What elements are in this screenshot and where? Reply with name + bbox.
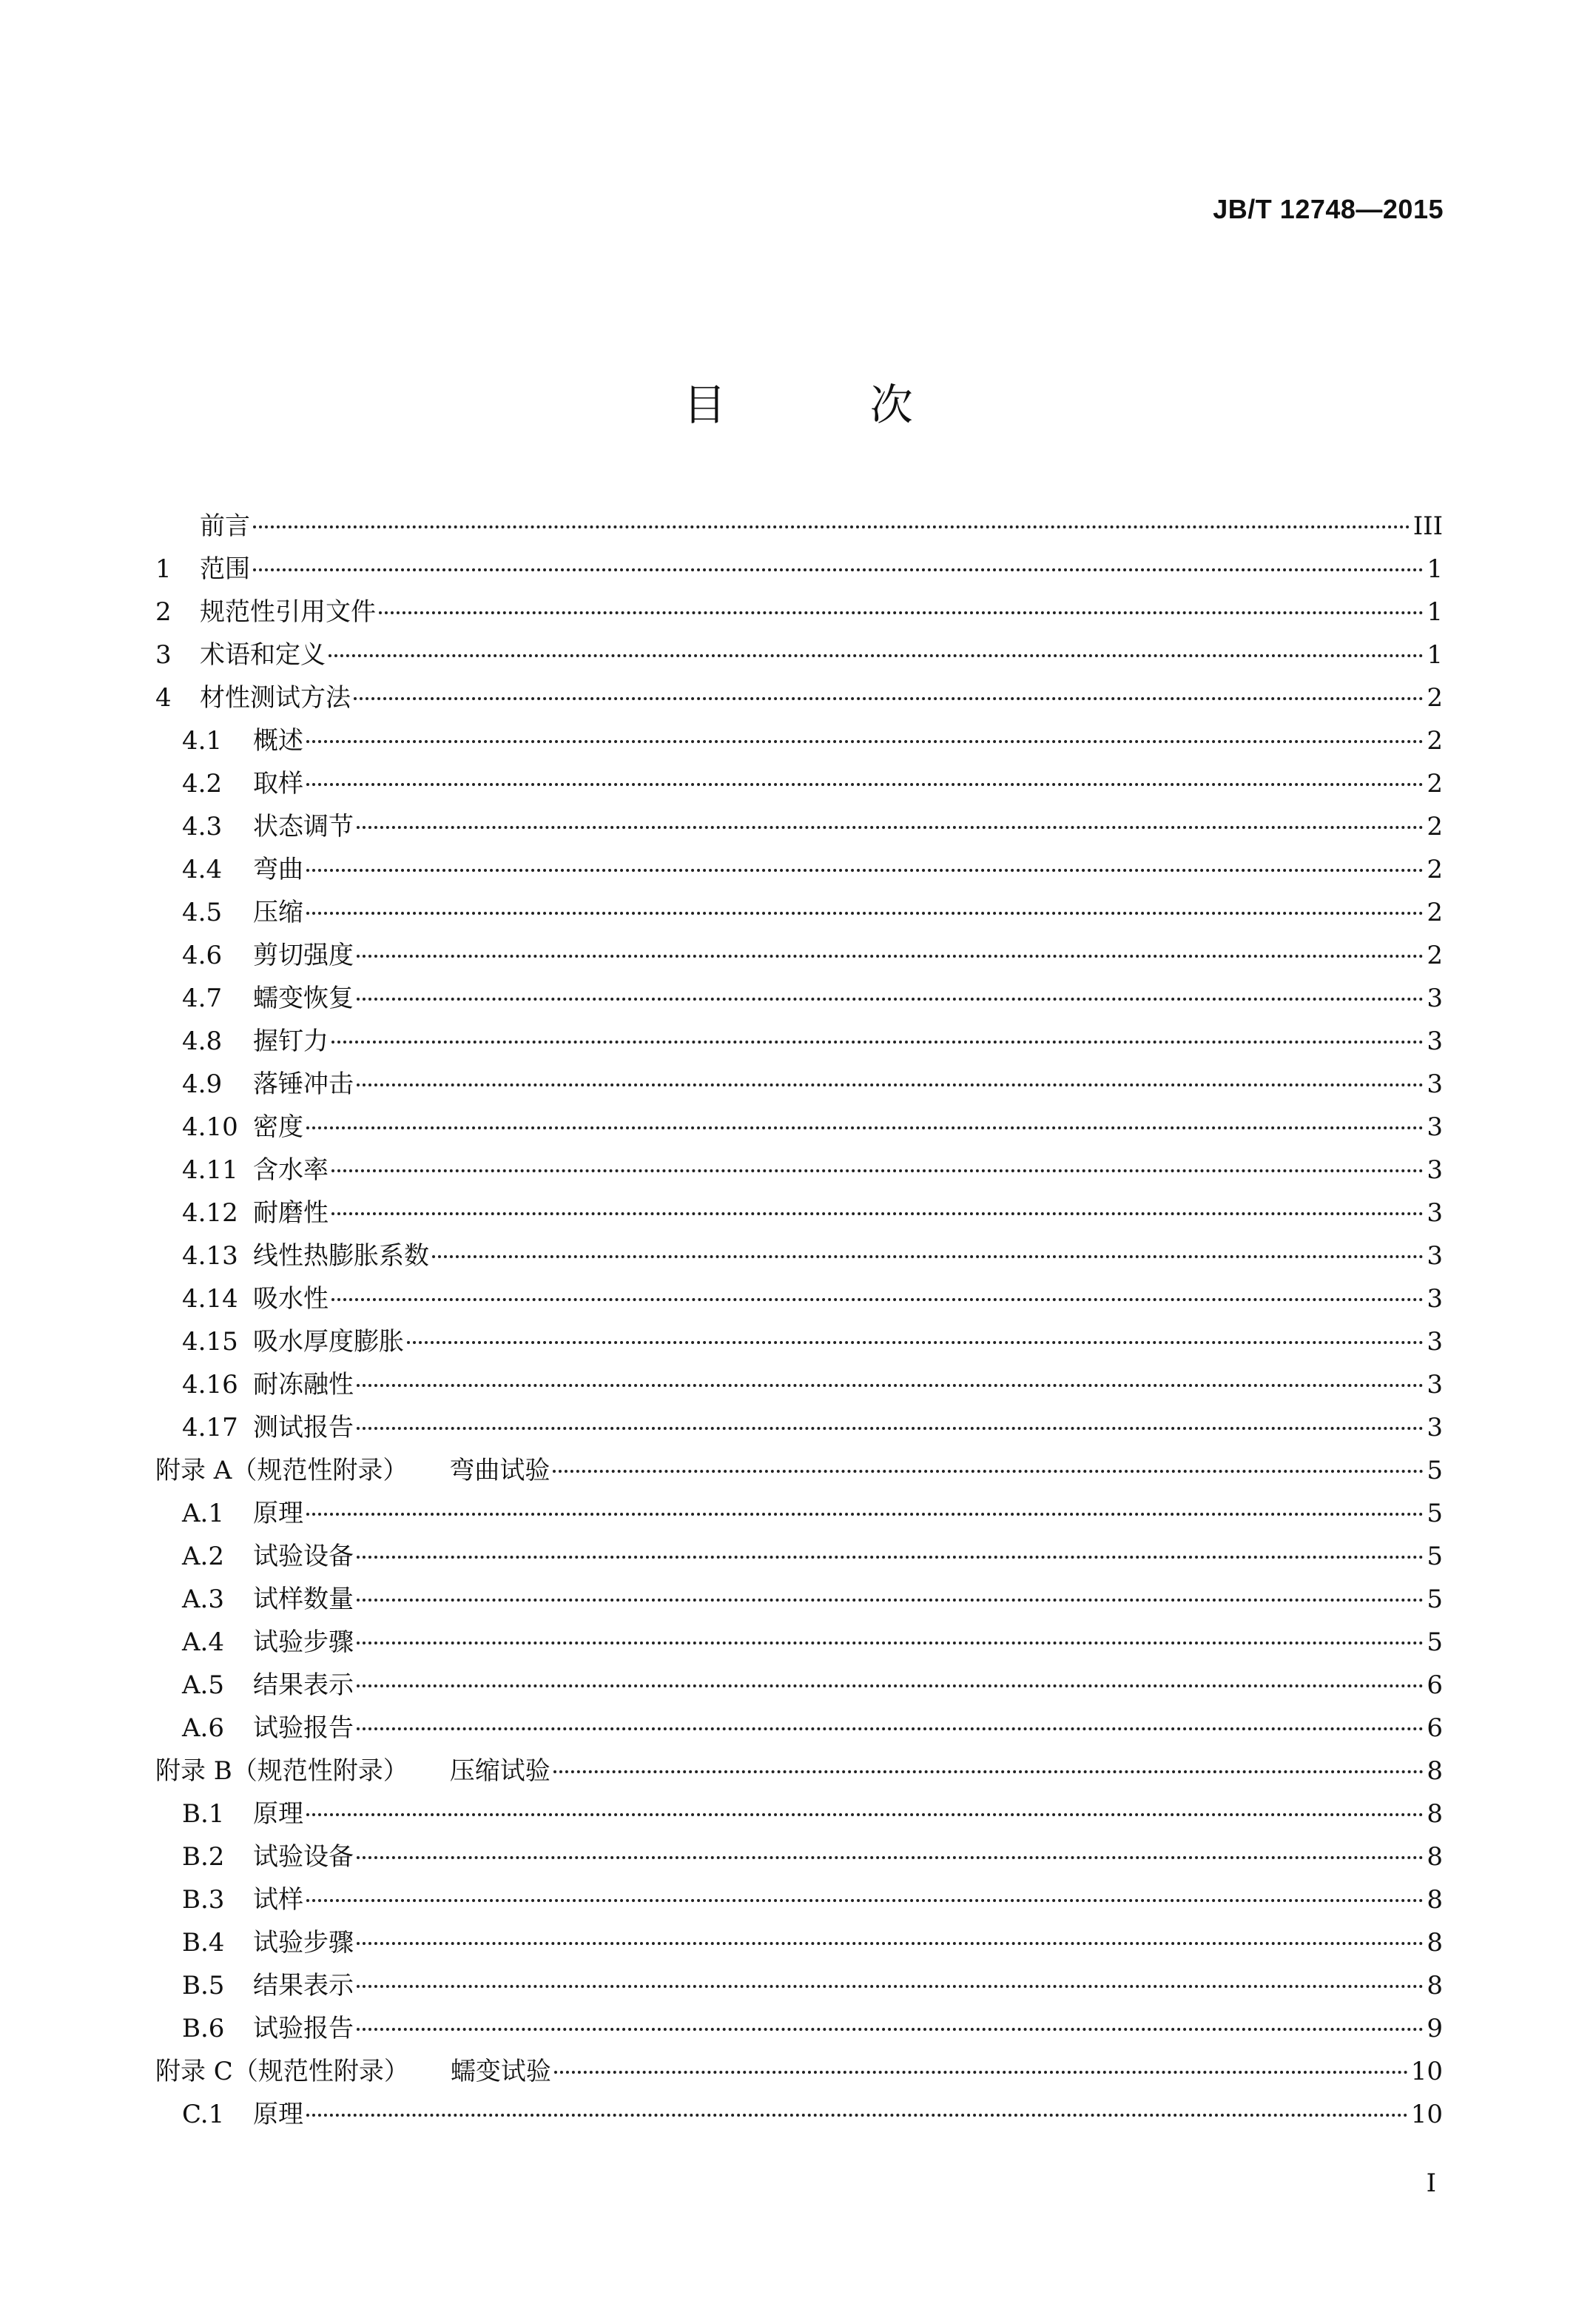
dot-leader: [357, 1727, 1424, 1730]
toc-entry-label: 原理: [253, 1499, 303, 1528]
toc-entry-number: 4.10: [182, 1112, 238, 1142]
toc-entry[interactable]: [155, 1621, 1443, 1664]
dot-leader: [329, 654, 1424, 657]
toc-entry[interactable]: [155, 805, 1443, 848]
toc-entry-label: 剪切强度: [253, 941, 354, 970]
toc-entry-label: 状态调节: [253, 812, 354, 841]
toc-entry-number: 4.14: [182, 1284, 238, 1314]
toc-entry-number: A.3: [182, 1585, 224, 1614]
dot-leader: [253, 525, 1410, 528]
toc-entry[interactable]: [155, 1106, 1443, 1149]
toc-entry-page: 3: [1427, 1027, 1443, 1056]
dot-leader: [553, 1770, 1424, 1773]
toc-entry-label: 试验步骤: [253, 1928, 354, 1958]
toc-entry-number: 4.8: [182, 1027, 223, 1056]
toc-entry-number: 4.11: [182, 1155, 238, 1185]
toc-entry[interactable]: [155, 548, 1443, 591]
toc-entry-number: 4.7: [182, 984, 223, 1013]
toc-entry-page: 3: [1427, 1370, 1443, 1400]
toc-entry-label: 试样数量: [253, 1585, 354, 1614]
dot-leader: [306, 1513, 1424, 1516]
toc-entry[interactable]: [155, 676, 1443, 719]
toc-entry-page: 3: [1427, 1069, 1443, 1099]
dot-leader: [331, 1041, 1424, 1044]
toc-entry[interactable]: [155, 2007, 1443, 2050]
toc-entry-label: 蠕变恢复: [253, 984, 354, 1013]
toc-entry-number: 4.1: [182, 726, 223, 756]
toc-entry-label: 试验报告: [253, 2014, 354, 2043]
standard-code: JB/T 12748—2015: [1213, 194, 1444, 224]
toc-entry[interactable]: [155, 934, 1443, 977]
toc-entry[interactable]: [155, 1921, 1443, 1964]
toc-entry[interactable]: [155, 977, 1443, 1020]
toc-entry-number: 4.17: [182, 1413, 238, 1442]
dot-leader: [306, 869, 1424, 872]
toc-entry[interactable]: [155, 1320, 1443, 1363]
toc-entry-subtitle: 压缩试验: [449, 1756, 550, 1786]
toc-entry-number: 4.9: [182, 1069, 223, 1099]
toc-entry-number: A.4: [182, 1627, 224, 1657]
table-of-contents: [155, 505, 1443, 2136]
toc-entry-label: 概述: [253, 726, 303, 756]
toc-entry-page: 5: [1427, 1627, 1443, 1657]
toc-entry[interactable]: [155, 1020, 1443, 1063]
toc-entry[interactable]: [155, 891, 1443, 934]
toc-entry[interactable]: [155, 1750, 1443, 1792]
toc-entry[interactable]: [155, 1578, 1443, 1621]
toc-entry[interactable]: [155, 1449, 1443, 1492]
page-title: 目 次: [683, 380, 978, 430]
toc-entry[interactable]: [155, 1878, 1443, 1921]
toc-entry[interactable]: [155, 634, 1443, 676]
toc-entry-page: 2: [1427, 769, 1443, 799]
toc-entry-label: 耐冻融性: [253, 1370, 354, 1400]
toc-entry[interactable]: [155, 591, 1443, 634]
dot-leader: [306, 2114, 1408, 2117]
toc-entry-label: 耐磨性: [253, 1198, 329, 1228]
toc-entry-page: 3: [1427, 1198, 1443, 1228]
dot-leader: [357, 1642, 1424, 1644]
toc-entry-label: 落锤冲击: [253, 1069, 354, 1099]
toc-entry-number: B.1: [182, 1799, 225, 1829]
dot-leader: [357, 1684, 1424, 1687]
dot-leader: [331, 1298, 1424, 1301]
toc-entry-number: 4.6: [182, 941, 223, 970]
toc-entry-label: 附录 B（规范性附录）: [155, 1756, 408, 1786]
toc-entry-label: 原理: [253, 1799, 303, 1829]
toc-entry-label: 规范性引用文件: [200, 597, 376, 627]
toc-entry[interactable]: [155, 848, 1443, 891]
toc-entry-label: 试验设备: [253, 1842, 354, 1872]
dot-leader: [306, 912, 1424, 915]
toc-entry-page: 6: [1427, 1713, 1443, 1743]
toc-entry-label: 含水率: [253, 1155, 329, 1185]
toc-entry-page: 3: [1427, 984, 1443, 1013]
toc-entry-subtitle: 弯曲试验: [449, 1456, 550, 1485]
toc-entry-label: 术语和定义: [200, 640, 326, 670]
toc-entry[interactable]: [155, 1234, 1443, 1277]
toc-entry[interactable]: [155, 1149, 1443, 1192]
toc-entry[interactable]: [155, 1664, 1443, 1707]
toc-entry-page: 2: [1427, 855, 1443, 884]
toc-entry-page: 1: [1427, 597, 1443, 627]
toc-entry-page: 10: [1410, 2100, 1443, 2129]
toc-entry-page: 5: [1427, 1499, 1443, 1528]
toc-entry[interactable]: [155, 1063, 1443, 1106]
dot-leader: [357, 998, 1424, 1001]
toc-entry[interactable]: [155, 2093, 1443, 2136]
toc-entry-page: 3: [1427, 1413, 1443, 1442]
toc-entry-number: 4.3: [182, 812, 223, 841]
toc-entry[interactable]: [155, 1492, 1443, 1535]
toc-entry-number: A.6: [182, 1713, 224, 1743]
toc-entry-number: 3: [155, 640, 172, 670]
dot-leader: [379, 611, 1424, 614]
toc-entry-page: 10: [1410, 2057, 1443, 2086]
toc-entry-number: 4.4: [182, 855, 223, 884]
toc-entry-number: 4.13: [182, 1241, 238, 1271]
toc-entry-page: 3: [1427, 1284, 1443, 1314]
dot-leader: [407, 1341, 1424, 1344]
toc-entry-page: 8: [1427, 1971, 1443, 2000]
toc-entry-label: 范围: [200, 554, 250, 584]
toc-entry-page: 8: [1427, 1756, 1443, 1786]
toc-entry-page: 5: [1427, 1542, 1443, 1571]
toc-entry-number: B.5: [182, 1971, 225, 2000]
toc-entry-page: 3: [1427, 1241, 1443, 1271]
toc-entry-page: 8: [1427, 1928, 1443, 1958]
toc-entry-subtitle: 蠕变试验: [450, 2057, 551, 2086]
dot-leader: [357, 826, 1424, 829]
dot-leader: [357, 1384, 1424, 1387]
toc-entry[interactable]: [155, 2050, 1443, 2093]
toc-entry-page: 8: [1427, 1842, 1443, 1872]
toc-entry-label: 测试报告: [253, 1413, 354, 1442]
dot-leader: [357, 1599, 1424, 1602]
dot-leader: [354, 697, 1424, 700]
toc-entry-number: 2: [155, 597, 172, 627]
toc-entry-label: 附录 C（规范性附录）: [155, 2057, 409, 2086]
dot-leader: [331, 1212, 1424, 1215]
toc-entry-page: 3: [1427, 1155, 1443, 1185]
toc-entry[interactable]: [155, 762, 1443, 805]
dot-leader: [432, 1255, 1424, 1258]
toc-entry[interactable]: [155, 1406, 1443, 1449]
toc-entry-page: 8: [1427, 1799, 1443, 1829]
toc-entry-number: B.6: [182, 2014, 225, 2043]
toc-entry-label: 线性热膨胀系数: [253, 1241, 429, 1271]
dot-leader: [357, 1985, 1424, 1988]
toc-entry-number: B.3: [182, 1885, 225, 1915]
toc-entry-number: B.4: [182, 1928, 225, 1958]
toc-entry-label: 试样: [253, 1885, 303, 1915]
toc-entry[interactable]: [155, 719, 1443, 762]
toc-entry-page: 2: [1427, 726, 1443, 756]
toc-entry[interactable]: [155, 1792, 1443, 1835]
toc-entry[interactable]: [155, 1835, 1443, 1878]
toc-entry-page: 2: [1427, 898, 1443, 927]
toc-entry-page: 2: [1427, 683, 1443, 713]
toc-entry-label: 试验报告: [253, 1713, 354, 1743]
toc-entry-page: 2: [1427, 941, 1443, 970]
toc-entry-page: 1: [1427, 554, 1443, 584]
dot-leader: [306, 740, 1424, 743]
toc-entry-number: A.5: [182, 1670, 224, 1700]
toc-entry-number: 4.2: [182, 769, 223, 799]
toc-entry-label: 取样: [253, 769, 303, 799]
toc-entry-number: 1: [155, 554, 172, 584]
toc-entry-page: 1: [1427, 640, 1443, 670]
dot-leader: [357, 2028, 1424, 2031]
toc-entry-page: 5: [1427, 1456, 1443, 1485]
toc-entry-page: 3: [1427, 1327, 1443, 1357]
toc-entry-number: 4.5: [182, 898, 223, 927]
toc-entry-number: B.2: [182, 1842, 225, 1872]
toc-entry-number: 4.12: [182, 1198, 238, 1228]
toc-entry-page: 6: [1427, 1670, 1443, 1700]
toc-entry-number: A.1: [182, 1499, 224, 1528]
dot-leader: [357, 1556, 1424, 1559]
toc-entry-label: 原理: [253, 2100, 303, 2129]
toc-entry-label: 握钉力: [253, 1027, 329, 1056]
toc-entry-label: 压缩: [253, 898, 303, 927]
toc-entry[interactable]: [155, 1363, 1443, 1406]
toc-entry[interactable]: [155, 1707, 1443, 1750]
toc-entry-page: 8: [1427, 1885, 1443, 1915]
toc-entry-label: 试验设备: [253, 1542, 354, 1571]
dot-leader: [357, 1083, 1424, 1086]
toc-entry[interactable]: [155, 1964, 1443, 2007]
toc-entry[interactable]: [155, 1192, 1443, 1234]
toc-entry-label: 吸水厚度膨胀: [253, 1327, 404, 1357]
dot-leader: [554, 2071, 1408, 2074]
toc-entry[interactable]: [155, 1277, 1443, 1320]
page-number: I: [1426, 2168, 1436, 2198]
dot-leader: [306, 1813, 1424, 1816]
toc-entry[interactable]: [155, 505, 1443, 548]
toc-entry-number: 4.15: [182, 1327, 238, 1357]
dot-leader: [331, 1169, 1424, 1172]
toc-entry-label: 密度: [253, 1112, 303, 1142]
toc-entry-page: 9: [1427, 2014, 1443, 2043]
toc-entry-label: 试验步骤: [253, 1627, 354, 1657]
dot-leader: [357, 955, 1424, 958]
toc-entry-number: C.1: [182, 2100, 225, 2129]
toc-entry-label: 吸水性: [253, 1284, 329, 1314]
dot-leader: [306, 1126, 1424, 1129]
dot-leader: [253, 568, 1424, 571]
dot-leader: [306, 783, 1424, 786]
toc-entry-label: 结果表示: [253, 1971, 354, 2000]
toc-entry-number: 4.16: [182, 1370, 238, 1400]
dot-leader: [357, 1427, 1424, 1430]
toc-entry-number: A.2: [182, 1542, 224, 1571]
dot-leader: [306, 1899, 1424, 1902]
dot-leader: [553, 1470, 1424, 1473]
toc-entry-label: 弯曲: [253, 855, 303, 884]
toc-entry-label: 结果表示: [253, 1670, 354, 1700]
toc-entry-page: 3: [1427, 1112, 1443, 1142]
toc-entry[interactable]: [155, 1535, 1443, 1578]
toc-entry-page: III: [1413, 511, 1443, 541]
dot-leader: [357, 1856, 1424, 1859]
toc-entry-label: 材性测试方法: [200, 683, 351, 713]
toc-entry-label: 前言: [200, 511, 250, 541]
toc-entry-number: 4: [155, 683, 172, 713]
toc-entry-label: 附录 A（规范性附录）: [155, 1456, 408, 1485]
dot-leader: [357, 1942, 1424, 1945]
toc-entry-page: 2: [1427, 812, 1443, 841]
toc-entry-page: 5: [1427, 1585, 1443, 1614]
